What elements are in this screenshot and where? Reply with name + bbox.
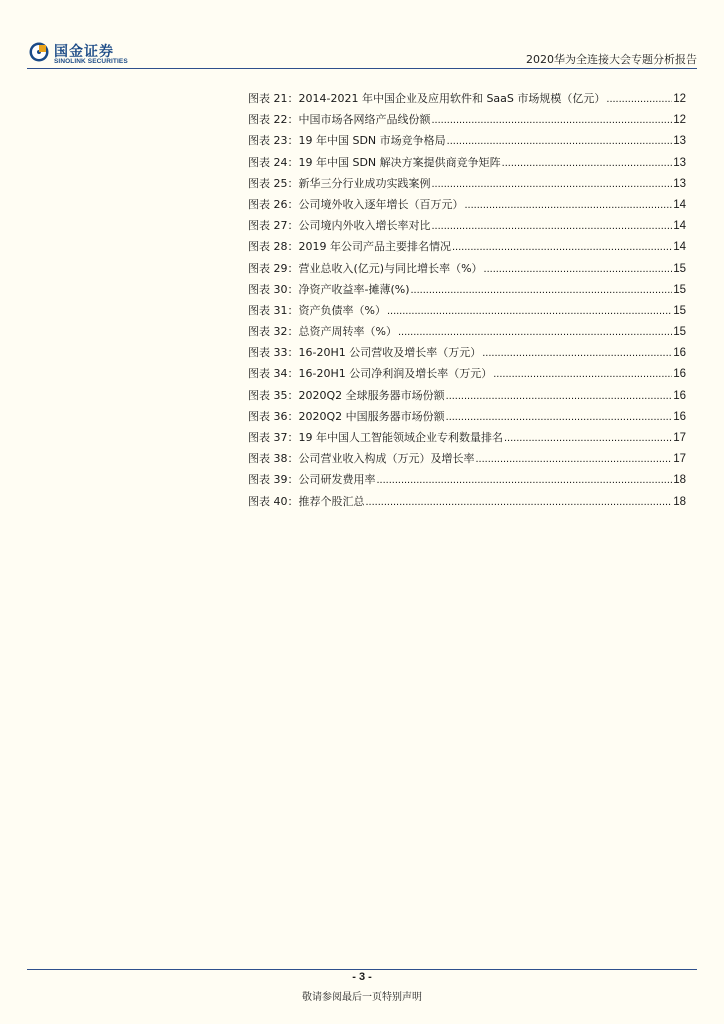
toc-page-number: 15	[673, 304, 686, 317]
toc-entry-title: 图表 30：净资产收益率-摊薄(%)	[248, 282, 410, 296]
toc-entry-title: 图表 32：总资产周转率（%）	[248, 325, 397, 339]
header-divider	[27, 68, 697, 69]
toc-entry-title: 图表 35：2020Q2 全球服务器市场份额	[248, 388, 445, 402]
toc-entry-title: 图表 26：公司境外收入逐年增长（百万元）	[248, 197, 464, 211]
toc-page-number: 16	[673, 410, 686, 423]
toc-entry-title: 图表 40：推荐个股汇总	[248, 494, 365, 508]
toc-entry-24[interactable]	[248, 152, 686, 173]
toc-page-number: 14	[673, 241, 686, 254]
toc-entry-27[interactable]	[248, 215, 686, 236]
dot-leader	[398, 322, 672, 343]
toc-entry-36[interactable]	[248, 406, 686, 427]
logo-english-name: SINOLINK SECURITIES	[54, 58, 128, 65]
toc-page-number: 17	[673, 432, 686, 444]
toc-entry-title: 图表 33：16-20H1 公司营收及增长率（万元）	[248, 346, 482, 360]
dot-leader	[493, 364, 672, 385]
toc-entry-40[interactable]	[248, 491, 686, 512]
dot-leader	[452, 237, 672, 258]
dot-leader	[446, 386, 673, 407]
footer-divider	[27, 969, 697, 970]
toc-page-number: 16	[673, 389, 686, 402]
dot-leader	[482, 343, 672, 364]
toc-entry-title: 图表 37：19 年中国人工智能领域企业专利数量排名	[248, 431, 503, 444]
toc-entry-title: 图表 39：公司研发费用率	[248, 473, 376, 487]
dot-leader	[411, 280, 673, 301]
sinolink-logo-icon	[29, 42, 49, 62]
dot-leader	[446, 407, 673, 428]
page-number: - 3 -	[352, 971, 372, 983]
toc-page-number: 15	[673, 283, 686, 296]
toc-entry-title: 图表 34：16-20H1 公司净利润及增长率（万元）	[248, 367, 493, 381]
toc-entry-23[interactable]	[248, 130, 686, 151]
toc-page-number: 15	[673, 262, 686, 275]
toc-page-number: 12	[673, 93, 686, 105]
dot-leader	[504, 428, 672, 449]
toc-page-number: 17	[673, 453, 686, 466]
dot-leader	[606, 89, 672, 110]
toc-entry-title: 图表 24：19 年中国 SDN 解决方案提供商竞争矩阵	[248, 155, 501, 169]
toc-entry-38[interactable]	[248, 448, 686, 469]
toc-entry-title: 图表 31：资产负债率（%）	[248, 303, 386, 317]
dot-leader	[432, 110, 673, 131]
dot-leader	[387, 301, 672, 322]
company-logo	[27, 40, 137, 66]
toc-page-number: 13	[673, 156, 686, 169]
toc-page-number: 14	[673, 220, 686, 233]
dot-leader	[476, 449, 673, 470]
dot-leader	[502, 153, 673, 174]
figure-list	[248, 88, 686, 512]
toc-entry-37[interactable]	[248, 427, 686, 448]
toc-entry-39[interactable]	[248, 469, 686, 490]
toc-entry-title: 图表 23：19 年中国 SDN 市场竞争格局	[248, 134, 446, 148]
toc-entry-29[interactable]	[248, 258, 686, 279]
toc-page-number: 18	[673, 474, 686, 487]
page-header	[27, 38, 697, 68]
report-title: 2020华为全连接大会专题分析报告	[526, 53, 697, 66]
dot-leader	[432, 216, 673, 237]
toc-page-number: 18	[673, 495, 686, 508]
toc-page-number: 16	[673, 368, 686, 381]
toc-page-number: 14	[673, 198, 686, 211]
toc-page-number: 13	[673, 177, 686, 190]
toc-entry-22[interactable]	[248, 109, 686, 130]
toc-entry-34[interactable]	[248, 363, 686, 384]
toc-entry-title: 图表 36：2020Q2 中国服务器市场份额	[248, 409, 445, 423]
dot-leader	[366, 492, 673, 513]
toc-page-number: 15	[673, 326, 686, 339]
toc-entry-33[interactable]	[248, 342, 686, 363]
logo-chinese-name: 国金证券	[54, 44, 114, 60]
dot-leader	[484, 259, 673, 280]
toc-entry-title: 图表 25：新华三分行业成功实践案例	[248, 176, 431, 190]
dot-leader	[447, 131, 673, 152]
toc-entry-35[interactable]	[248, 385, 686, 406]
toc-page-number: 12	[673, 114, 686, 127]
dot-leader	[465, 195, 673, 216]
toc-entry-25[interactable]	[248, 173, 686, 194]
toc-entry-title: 图表 28：2019 年公司产品主要排名情况	[248, 240, 451, 254]
toc-entry-title: 图表 38：公司营业收入构成（万元）及增长率	[248, 452, 475, 466]
toc-entry-32[interactable]	[248, 321, 686, 342]
toc-entry-title: 图表 29：营业总收入(亿元)与同比增长率（%）	[248, 261, 483, 275]
disclaimer-note: 敬请参阅最后一页特别声明	[302, 992, 422, 1003]
dot-leader	[377, 470, 673, 491]
toc-page-number: 13	[673, 135, 686, 148]
toc-entry-21[interactable]	[248, 88, 686, 109]
toc-entry-title: 图表 21：2014-2021 年中国企业及应用软件和 SaaS 市场规模（亿元）	[248, 92, 606, 105]
toc-entry-26[interactable]	[248, 194, 686, 215]
toc-entry-28[interactable]	[248, 236, 686, 257]
dot-leader	[432, 174, 673, 195]
toc-entry-title: 图表 22：中国市场各网络产品线份额	[248, 113, 431, 127]
toc-page-number: 16	[673, 347, 686, 360]
toc-entry-title: 图表 27：公司境内外收入增长率对比	[248, 219, 431, 233]
toc-entry-30[interactable]	[248, 279, 686, 300]
toc-entry-31[interactable]	[248, 300, 686, 321]
